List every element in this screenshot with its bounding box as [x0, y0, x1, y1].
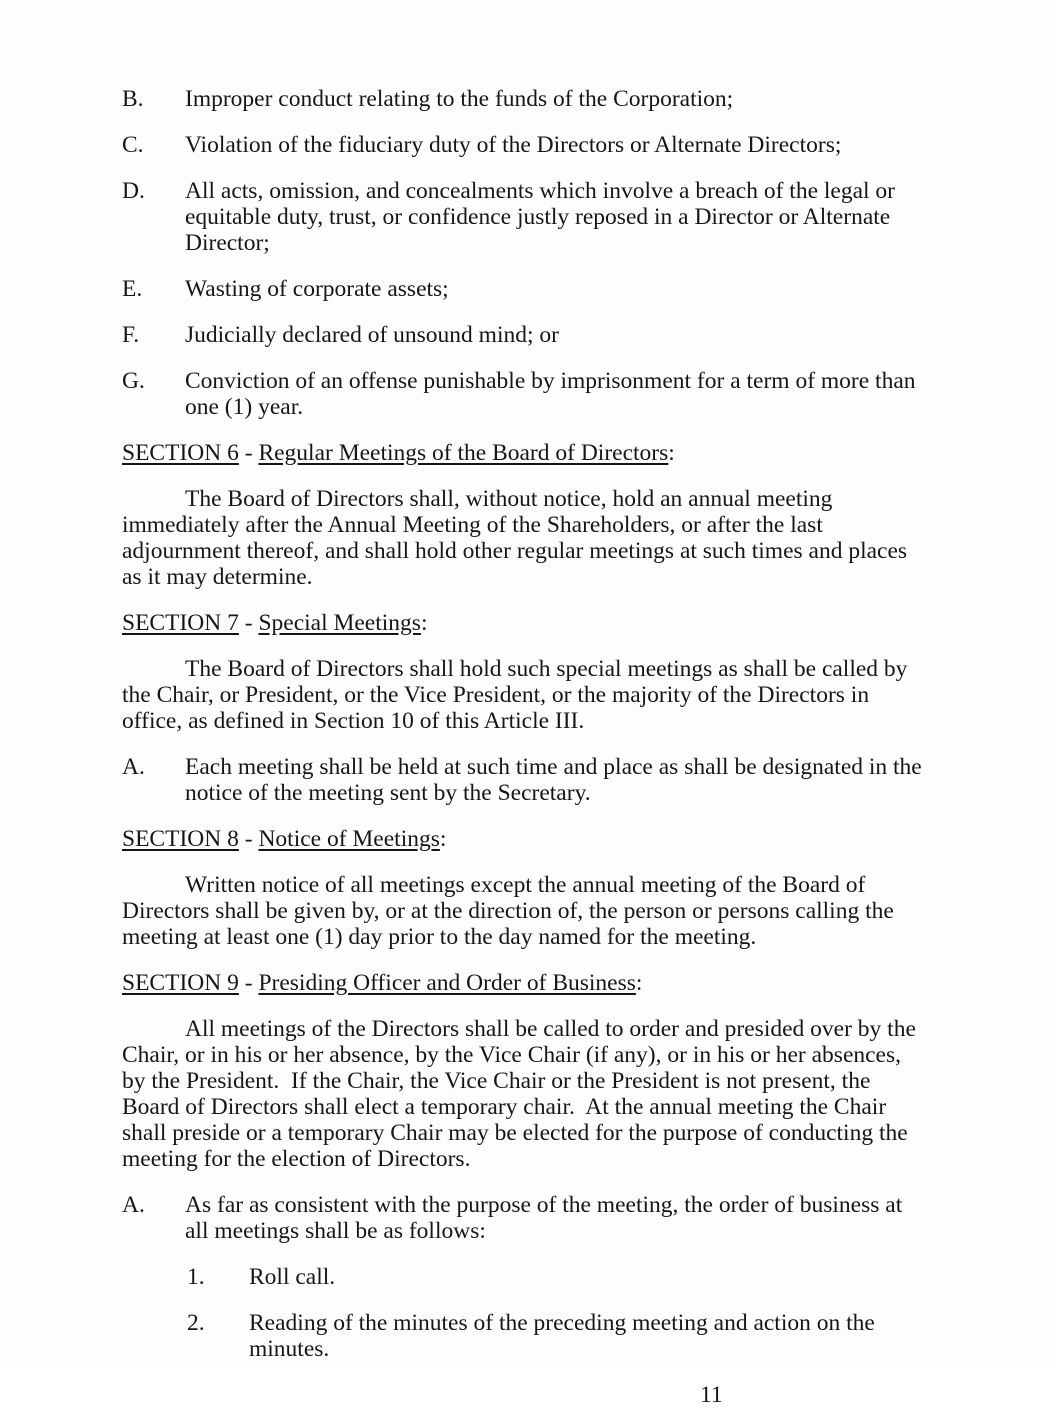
order-of-business-item-1 — [122, 1264, 930, 1290]
section-9-number: SECTION 9 — [122, 970, 239, 996]
heading-separator: - — [238, 826, 259, 852]
list-item-text: Reading of the minutes of the preceding meeting and action on the minutes. — [249, 1310, 875, 1362]
list-item-label: 1. — [187, 1264, 205, 1290]
section-9-paragraph: All meetings of the Directors shall be called to order and presided over by the Chair, or in his or her absence, by the Vice Chair (if any), or in his or her absences, by the President. If the Chair, the Vice Chair or the President is not present, the Board of Directors shall elect a temporary chair. At the annual meeting the Chair shall preside or a temporary Chair may be elected for the purpose of conducting the meeting for the election of Directors. — [122, 1016, 922, 1172]
heading-colon: : — [420, 610, 428, 636]
list-item-text: Roll call. — [249, 1264, 336, 1290]
section-8-paragraph: Written notice of all meetings except the annual meeting of the Board of Directors shall be given by, or at the direction of, the person or persons calling the meeting at least one (1) day prior to the day named for the meeting. — [122, 872, 900, 950]
section-7-heading — [122, 610, 930, 636]
list-item-label: G. — [122, 368, 145, 394]
section-6-number: SECTION 6 — [122, 440, 239, 466]
section-7-number: SECTION 7 — [122, 610, 239, 636]
list-item-text: Conviction of an offense punishable by imprisonment for a term of more than one (1) year. — [185, 368, 916, 420]
list-item-label: B. — [122, 86, 144, 112]
list-item-d — [122, 178, 930, 256]
list-item-f — [122, 322, 930, 348]
list-item-text: Wasting of corporate assets; — [185, 276, 449, 302]
heading-colon: : — [439, 826, 447, 852]
heading-separator: - — [238, 970, 259, 996]
list-item-label: F. — [122, 322, 140, 348]
list-item-label: 2. — [187, 1310, 205, 1336]
section-8-heading — [122, 826, 930, 852]
list-item-c — [122, 132, 930, 158]
section-8-title: Notice of Meetings — [258, 826, 440, 852]
section-9-heading — [122, 970, 930, 996]
list-item-b — [122, 86, 930, 112]
list-item-text: Violation of the fiduciary duty of the Directors or Alternate Directors; — [185, 132, 842, 158]
list-item-text: All acts, omission, and concealments which involve a breach of the legal or equitable duty, trust, or confidence justly reposed in a Director or Alternate Director; — [185, 178, 896, 256]
heading-separator: - — [238, 440, 259, 466]
section-7-paragraph: The Board of Directors shall hold such special meetings as shall be called by the Chair, or President, or the Vice President, or the majority of the Directors in office, as defined in Section 10 of this Article III. — [122, 656, 914, 734]
list-item-label: A. — [122, 1192, 145, 1218]
section-7-title: Special Meetings — [258, 610, 421, 636]
section-9-item-a — [122, 1192, 930, 1244]
section-8-number: SECTION 8 — [122, 826, 239, 852]
list-item-label: A. — [122, 754, 145, 780]
heading-colon: : — [668, 440, 675, 466]
section-6-title: Regular Meetings of the Board of Directors — [258, 440, 669, 466]
list-item-label: D. — [122, 178, 145, 204]
list-item-text: Improper conduct relating to the funds of the Corporation; — [185, 86, 734, 112]
list-item-text: As far as consistent with the purpose of the meeting, the order of business at all meetings shall be as follows: — [185, 1192, 903, 1244]
section-6-paragraph: The Board of Directors shall, without notice, hold an annual meeting immediately after the Annual Meeting of the Shareholders, or after the last adjournment thereof, and shall hold other regular meetings at such times and places as it may determine. — [122, 486, 913, 590]
heading-colon: : — [635, 970, 643, 996]
list-item-text: Each meeting shall be held at such time and place as shall be designated in the notice of the meeting sent by the Secretary. — [185, 754, 922, 806]
section-6-heading — [122, 440, 930, 466]
list-item-label: E. — [122, 276, 143, 302]
list-item-text: Judicially declared of unsound mind; or — [185, 322, 559, 348]
page-number: 11 — [700, 1382, 723, 1408]
list-item-g — [122, 368, 930, 420]
heading-separator: - — [238, 610, 259, 636]
section-9-title: Presiding Officer and Order of Business — [258, 970, 636, 996]
list-item-label: C. — [122, 132, 144, 158]
order-of-business-item-2 — [122, 1310, 930, 1362]
list-item-e — [122, 276, 930, 302]
section-7-item-a — [122, 754, 930, 806]
